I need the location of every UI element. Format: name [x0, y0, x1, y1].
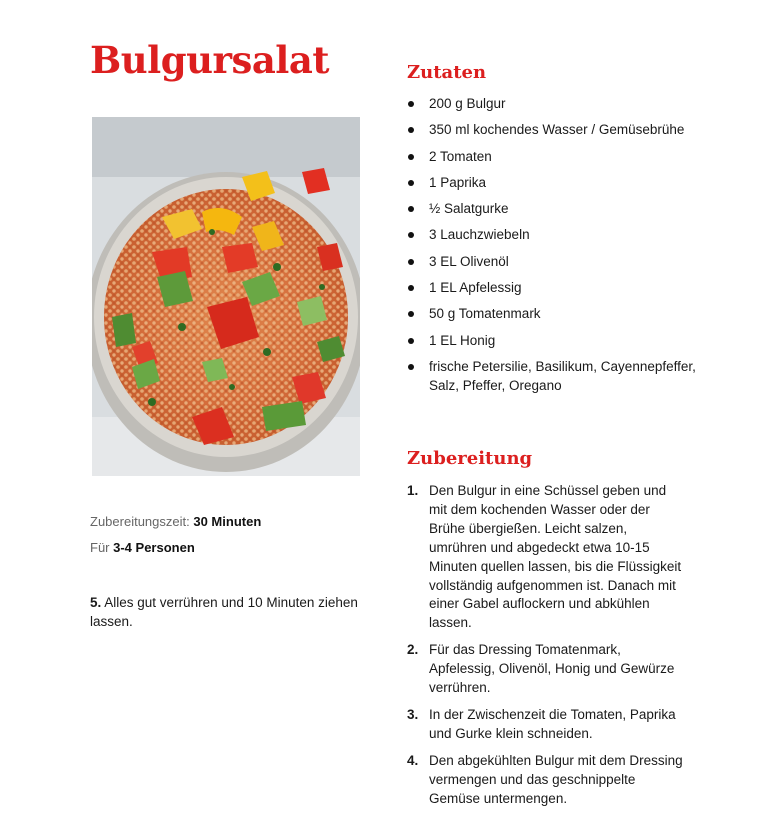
bullet-icon	[408, 311, 414, 317]
preparation-step-5	[90, 593, 370, 631]
preparation-heading: Zubereitung	[407, 448, 533, 469]
list-item	[407, 173, 707, 192]
step-text: Alles gut verrühren und 10 Minuten ziehen lassen.	[90, 595, 358, 629]
ingredient-text: 200 g Bulgur	[429, 96, 506, 111]
ingredient-text: 3 Lauchzwiebeln	[429, 227, 530, 243]
bullet-icon	[408, 364, 414, 370]
preparation-steps	[407, 482, 687, 817]
ingredient-text: ½ Salatgurke	[429, 201, 509, 217]
ingredient-text: frische Petersilie, Basilikum, Cayennepfeffer, Salz, Pfeffer, Oregano	[429, 358, 696, 393]
ingredient-text: 50 g Tomatenmark	[429, 306, 541, 322]
list-item	[407, 120, 707, 139]
prep-time-label: Zubereitungszeit:	[90, 514, 190, 529]
bullet-icon	[408, 154, 414, 160]
ingredients-list	[407, 94, 707, 402]
ingredient-text: 1 EL Honig	[429, 332, 496, 348]
list-item	[407, 331, 707, 350]
bullet-icon	[408, 232, 414, 238]
list-item	[407, 641, 687, 698]
ingredient-text: 3 EL Olivenöl	[429, 253, 509, 269]
step-number: 2.	[407, 642, 419, 658]
servings	[90, 539, 195, 557]
step-number: 1.	[407, 483, 419, 498]
prep-time-value: 30 Minuten	[193, 514, 262, 529]
ingredients-heading: Zutaten	[407, 62, 487, 83]
list-item	[407, 482, 687, 633]
bulgur-salad-photo	[92, 117, 360, 476]
servings-label: Für	[90, 540, 110, 555]
bullet-icon	[408, 259, 414, 265]
list-item	[407, 752, 687, 809]
servings-value: 3-4 Personen	[113, 540, 195, 555]
list-item	[407, 278, 707, 297]
ingredient-text: 1 Paprika	[429, 174, 487, 190]
list-item	[407, 225, 707, 244]
list-item	[407, 357, 707, 395]
bullet-icon	[408, 127, 414, 133]
step-number: 3.	[407, 706, 419, 722]
list-item	[407, 706, 687, 744]
ingredient-text: 350 ml kochendes Wasser / Gemüsebrühe	[429, 122, 685, 138]
step-text: In der Zwischenzeit die Tomaten, Paprika und Gurke klein schneiden.	[429, 706, 676, 741]
bullet-icon	[408, 206, 414, 212]
recipe-title: Bulgursalat	[90, 38, 329, 82]
step-number: 5.	[90, 595, 102, 610]
step-number: 4.	[407, 752, 419, 768]
ingredient-text: 1 EL Apfelessig	[429, 280, 522, 296]
step-text: Den abgekühlten Bulgur mit dem Dressing vermengen und das geschnippelte Gemüse untermengen.	[429, 752, 683, 806]
list-item	[407, 304, 707, 323]
bullet-icon	[408, 338, 414, 344]
bullet-icon	[408, 180, 414, 186]
list-item	[407, 199, 707, 218]
list-item	[407, 94, 707, 113]
bullet-icon	[408, 285, 414, 291]
step-text: Für das Dressing Tomatenmark, Apfelessig, Olivenöl, Honig und Gewürze verrühren.	[429, 642, 675, 696]
step-text: Den Bulgur in eine Schüssel geben und mit dem kochenden Wasser oder der Brühe übergießen. Leicht salzen, umrühren und abgedeckt etwa 10-15 Minuten quellen lassen, bis die Flüssigkeit vollständig aufgenommen ist. Danach mit einer Gabel auflockern und abkühlen lassen.	[429, 483, 682, 631]
ingredient-text: 2 Tomaten	[429, 148, 492, 164]
prep-time	[90, 513, 261, 531]
list-item	[407, 147, 707, 166]
list-item	[407, 252, 707, 271]
bullet-icon	[408, 101, 414, 107]
